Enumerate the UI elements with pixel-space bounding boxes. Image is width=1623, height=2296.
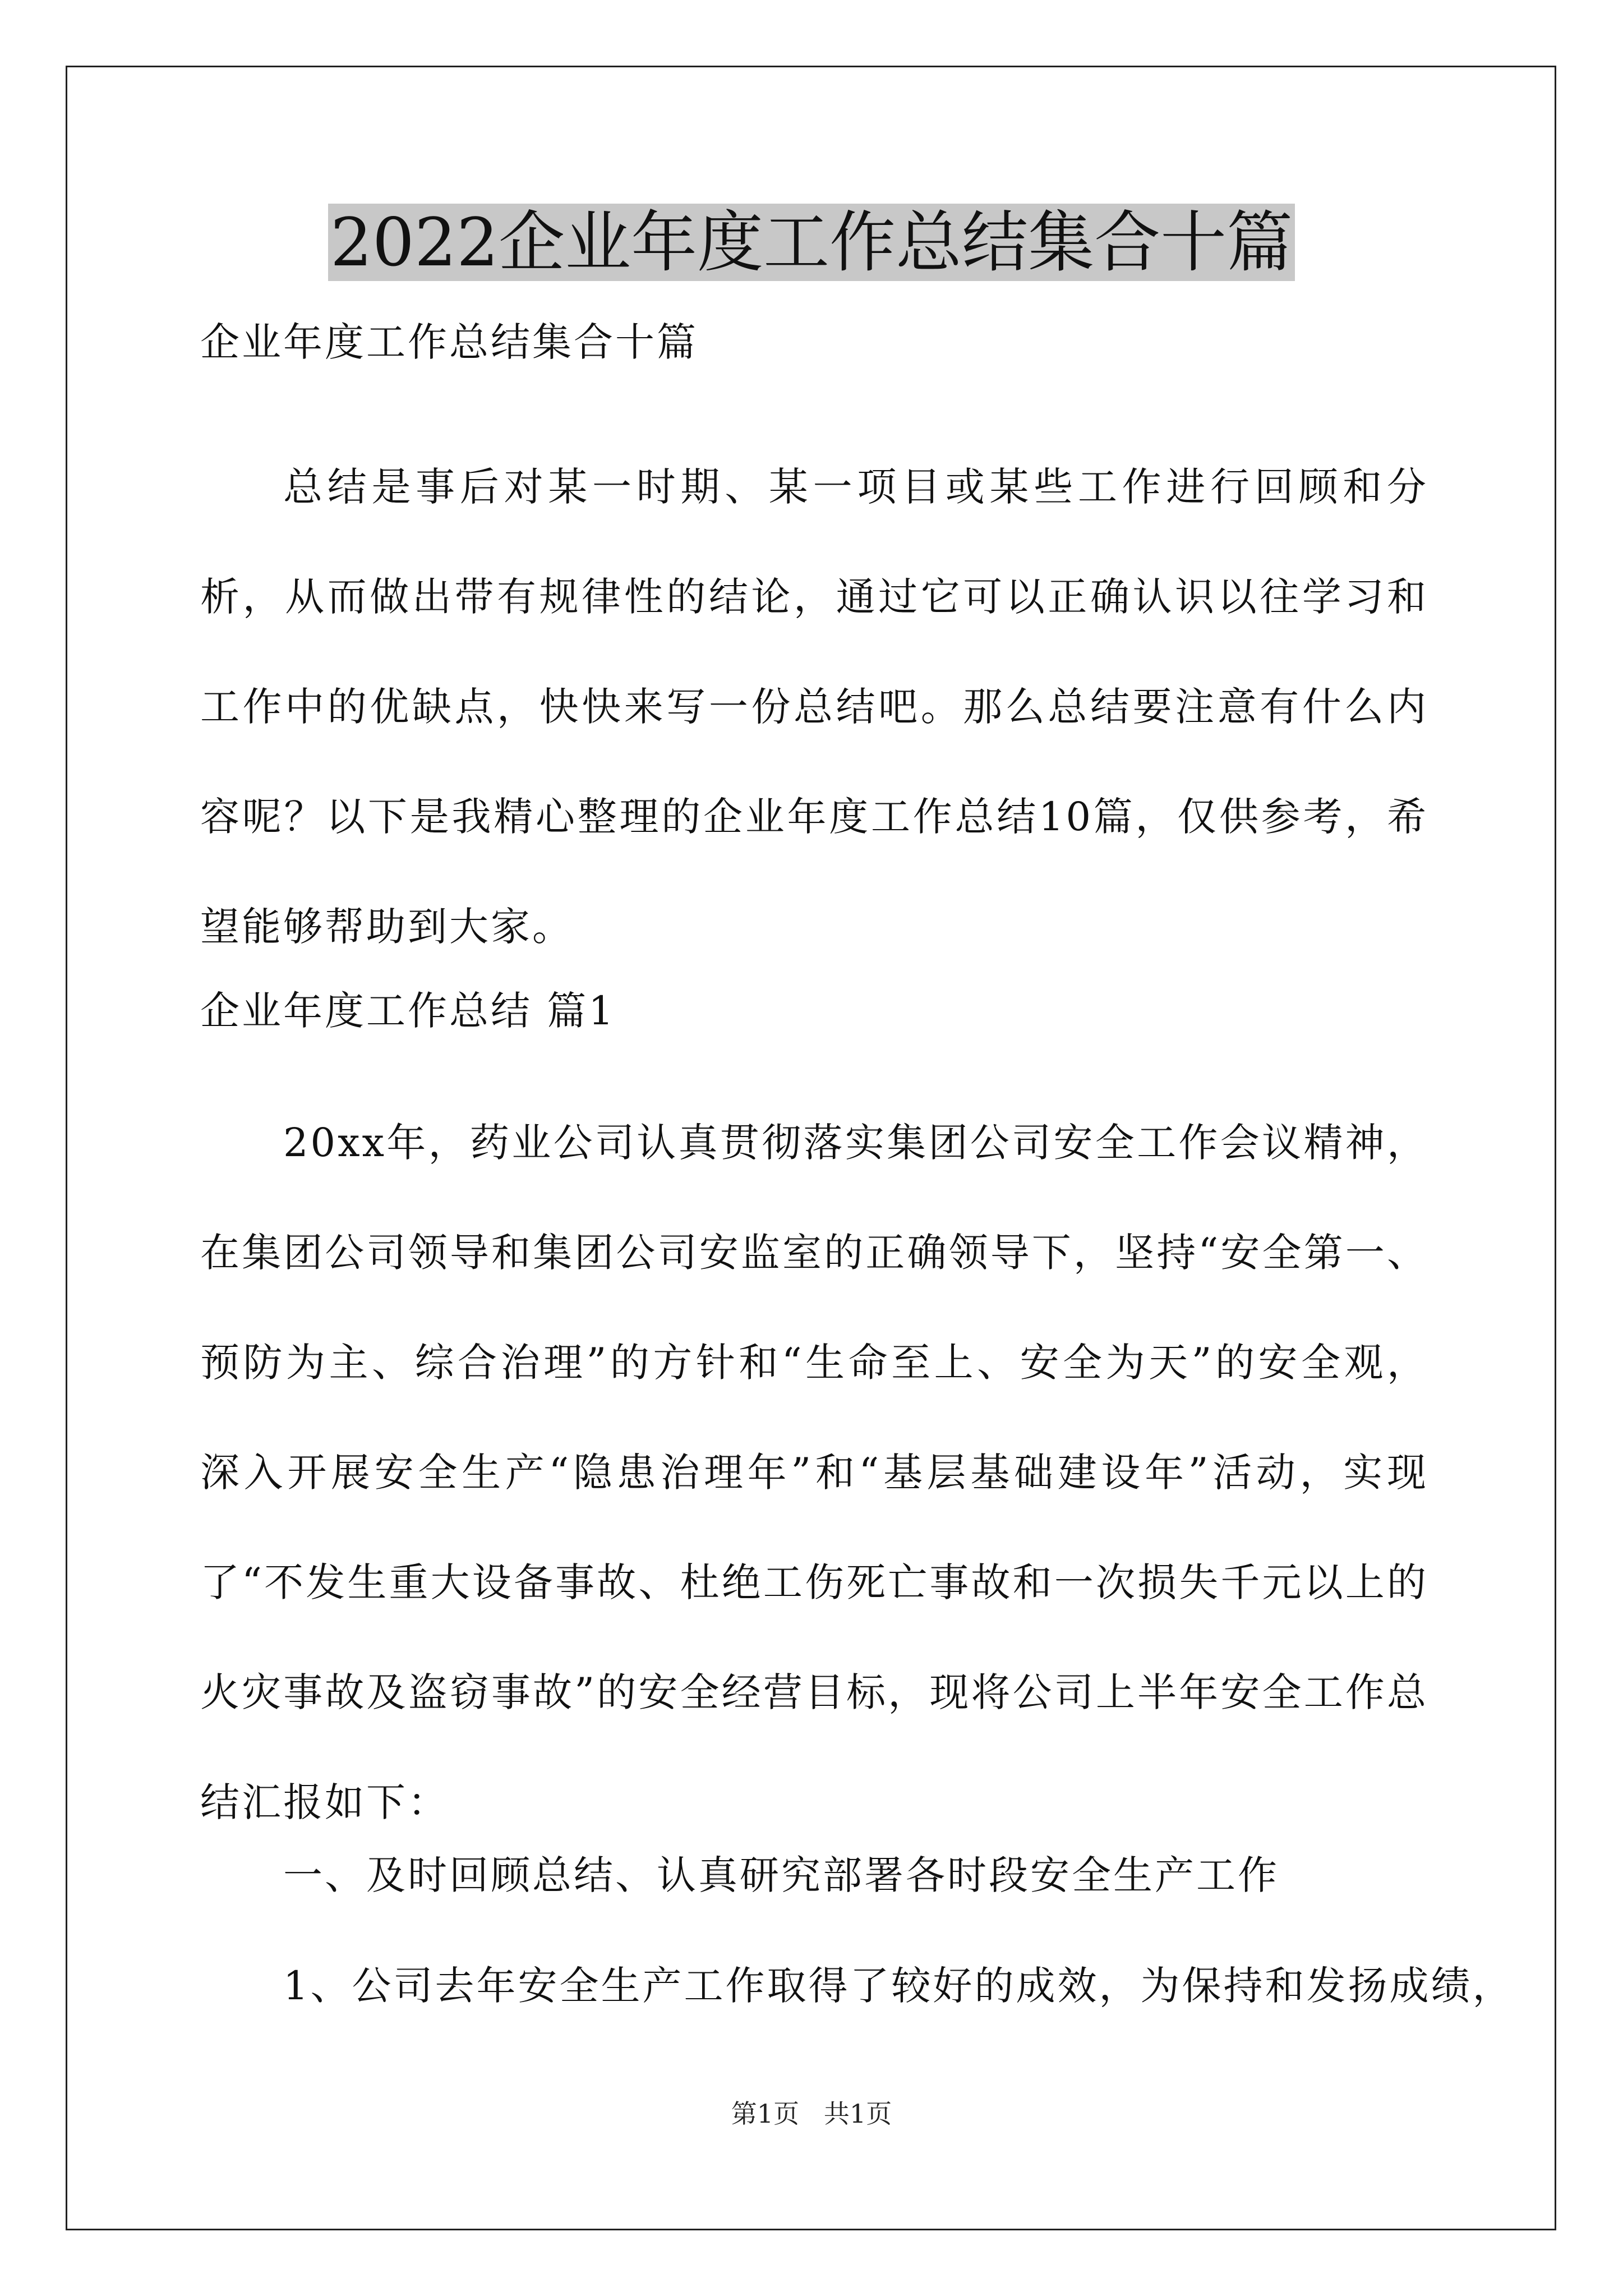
page-footer: 第1页 共1页 [731, 2099, 892, 2129]
item-heading: 一、及时回顾总结、认真研究部署各时段安全生产工作 [283, 1852, 1279, 1898]
document-title [0, 203, 1623, 282]
document-title-text: 2022企业年度工作总结集合十篇 [328, 204, 1295, 281]
section-heading: 企业年度工作总结 篇1 [200, 988, 616, 1034]
document-subtitle: 企业年度工作总结集合十篇 [200, 319, 698, 365]
section-paragraph: 20xx年，药业公司认真贯彻落实集团公司安全工作会议精神，在集团公司领导和集团公司安监室的正确领导下，坚持“安全第一、预防为主、综合治理”的方针和“生命至上、安全为天”的安全观，深入开展安全生产“隐患治理年”和“基层基础建设年”活动，实现了“不发生重大设备事故、杜绝工伤死亡事故和一次损失千元以上的火灾事故及盗窃事故”的安全经营目标，现将公司上半年安全工作总结汇报如下： [200, 1120, 1428, 1825]
item-paragraph: 1、公司去年安全生产工作取得了较好的成效，为保持和发扬成绩， [283, 1963, 1514, 2009]
intro-paragraph: 总结是事后对某一时期、某一项目或某些工作进行回顾和分析，从而做出带有规律性的结论，通过它可以正确认识以往学习和工作中的优缺点，快快来写一份总结吧。那么总结要注意有什么内容呢？以下是我精心整理的企业年度工作总结10篇，仅供参考，希望能够帮助到大家。 [200, 464, 1428, 950]
